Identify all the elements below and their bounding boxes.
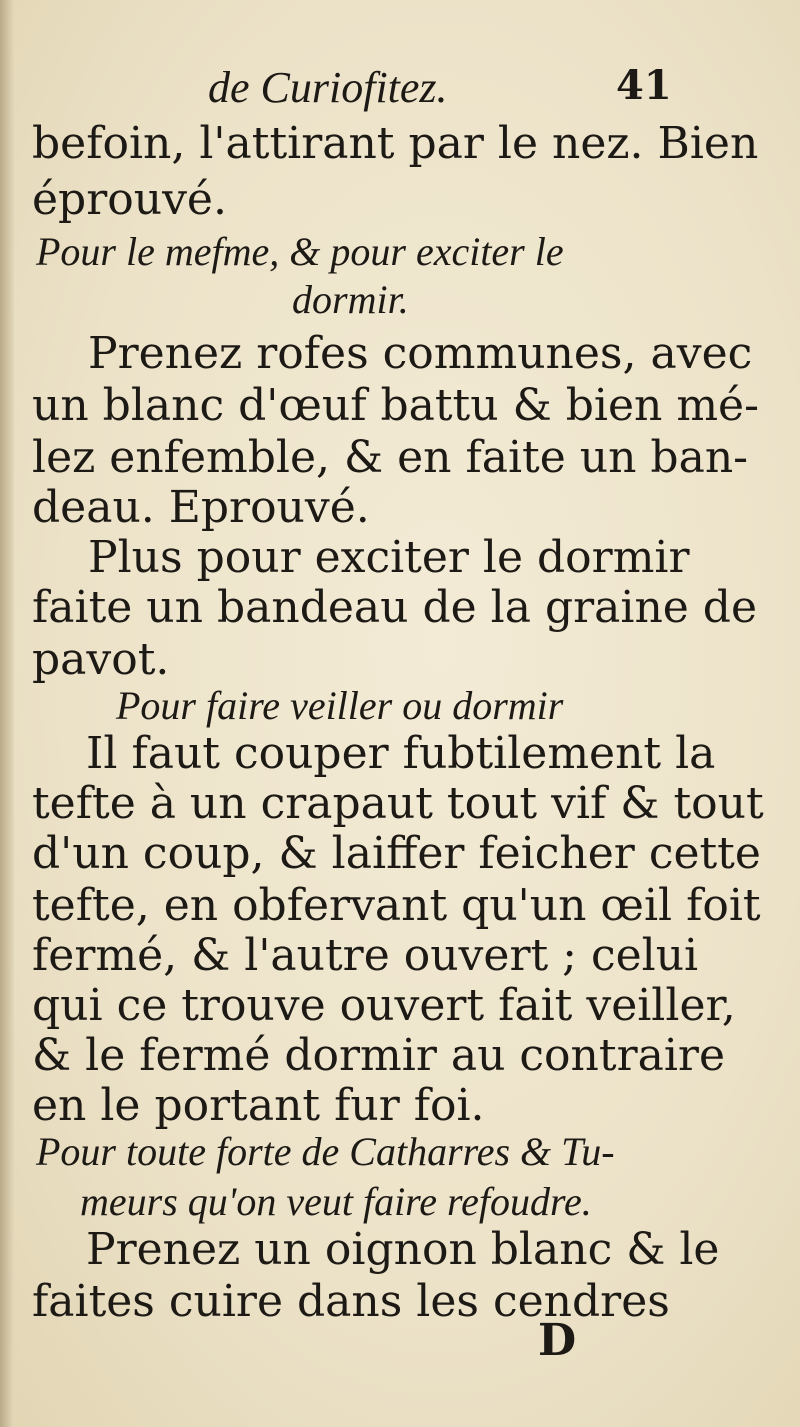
italic-heading-line: meurs qu'on veut faire refoudre. <box>80 1179 592 1224</box>
text-line: tefte à un crapaut tout vif & tout <box>32 778 764 829</box>
italic-heading-line: Pour le mefme, & pour exciter le <box>36 229 564 274</box>
text-line: pavot. <box>32 634 170 685</box>
italic-heading-line: dormir. <box>292 277 409 322</box>
text-line: d'un coup, & laiffer feicher cette <box>32 828 761 879</box>
text-line: befoin, l'attirant par le nez. Bien <box>32 118 759 169</box>
running-title: de Curiofitez. <box>208 63 448 112</box>
text-line: deau. Eprouvé. <box>32 482 370 533</box>
page-gutter-shadow <box>0 0 14 1427</box>
text-line: & le fermé dormir au contraire <box>32 1030 725 1081</box>
italic-heading-line: Pour faire veiller ou dormir <box>116 683 564 728</box>
text-line: éprouvé. <box>32 174 227 225</box>
page-number: 41 <box>616 62 672 109</box>
text-line: fermé, & l'autre ouvert ; celui <box>32 930 699 981</box>
text-line: Prenez rofes communes, avec <box>88 328 753 379</box>
text-line: lez enfemble, & en faite un ban- <box>32 432 749 483</box>
text-line: faite un bandeau de la graine de <box>32 582 758 633</box>
text-line: faites cuire dans les cendres <box>32 1276 670 1327</box>
text-line: qui ce trouve ouvert fait veiller, <box>32 980 736 1031</box>
text-line: Plus pour exciter le dormir <box>88 532 690 583</box>
text-line: Prenez un oignon blanc & le <box>86 1224 720 1275</box>
text-line: Il faut couper fubtilement la <box>86 728 716 779</box>
text-line: un blanc d'œuf battu & bien mé- <box>32 380 759 431</box>
signature-mark: D <box>538 1315 577 1366</box>
text-line: tefte, en obfervant qu'un œil foit <box>32 880 761 931</box>
text-line: en le portant fur foi. <box>32 1080 485 1131</box>
italic-heading-line: Pour toute forte de Catharres & Tu- <box>36 1129 615 1174</box>
